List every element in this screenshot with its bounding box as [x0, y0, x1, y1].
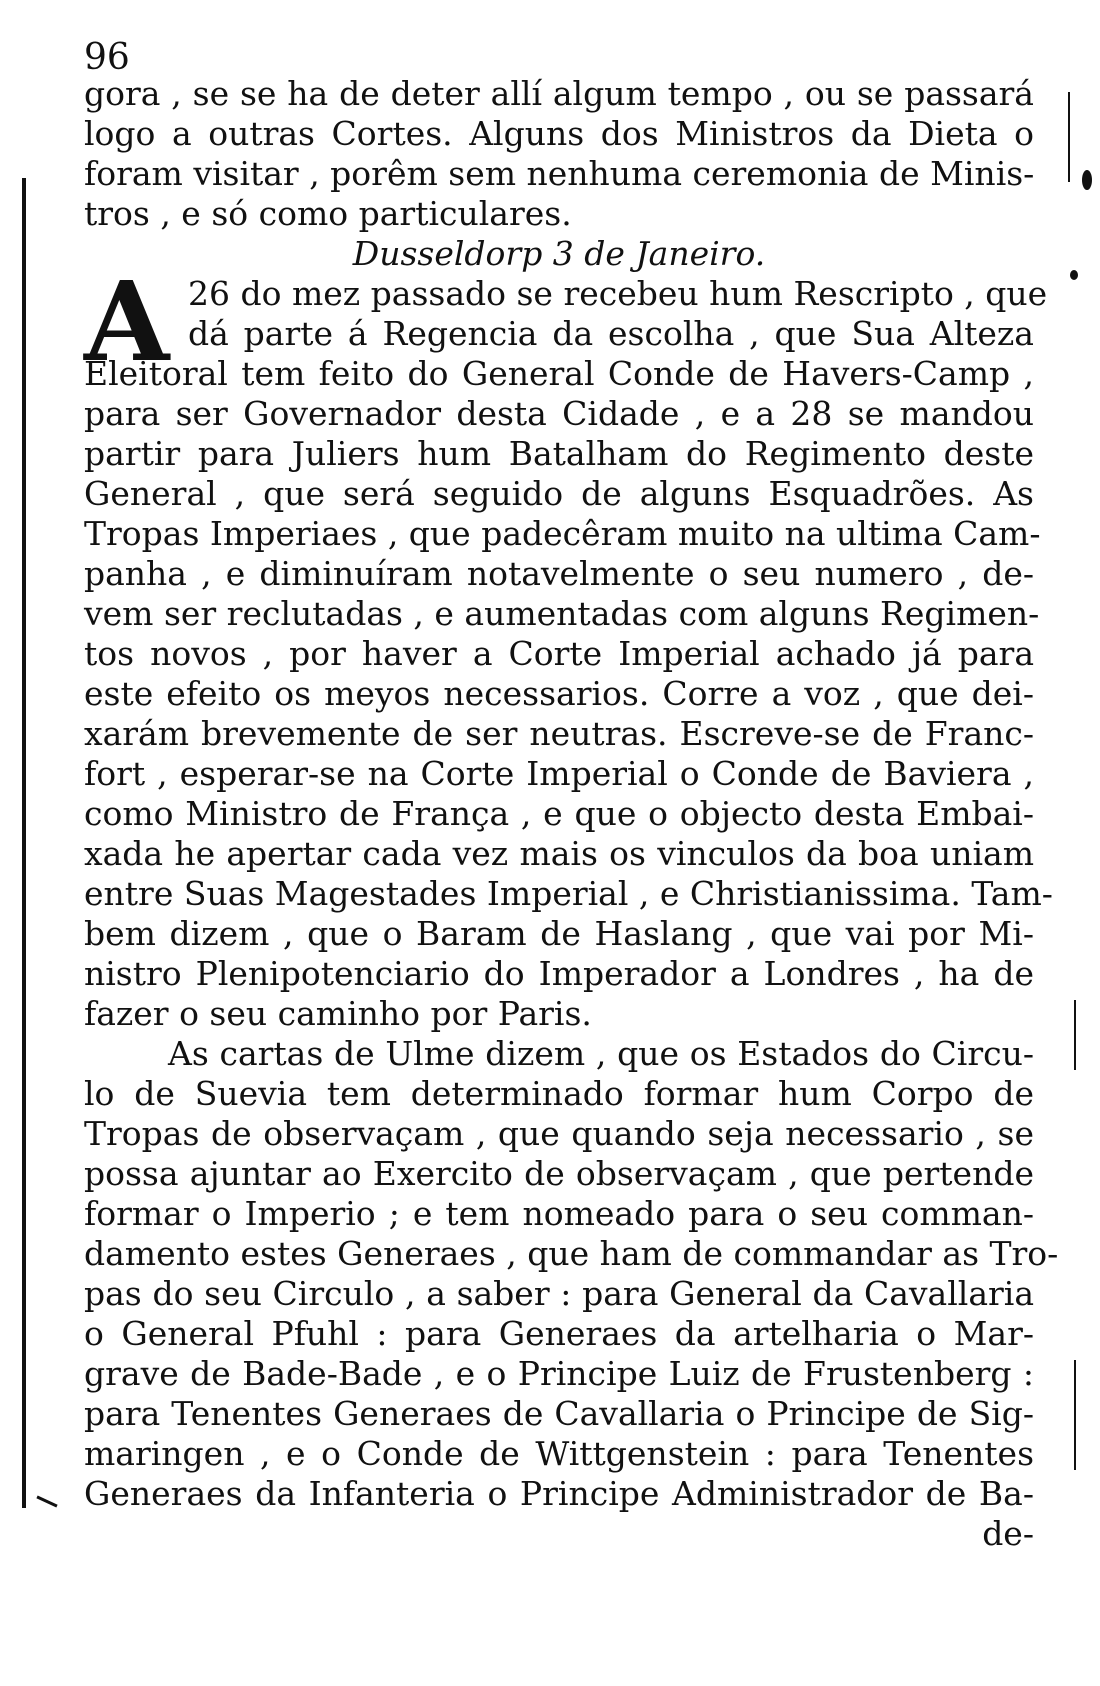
text-line: partir para Juliers hum Batalham do Regimento deste: [84, 434, 1034, 473]
text-line: dá parte á Regencia da escolha , que Sua Alteza: [188, 314, 1034, 353]
text-line: panha , e diminuíram notavelmente o seu numero , de-: [84, 554, 1034, 593]
text-line: este efeito os meyos necessarios. Corre a voz , que dei-: [84, 674, 1034, 713]
text-line: pas do seu Circulo , a saber : para General da Cavallaria: [84, 1274, 1034, 1313]
text-line: Tropas de observaçam , que quando seja necessario , se: [84, 1114, 1034, 1153]
text-line: Eleitoral tem feito do General Conde de Havers-Camp ,: [84, 354, 1034, 393]
text-line: General , que será seguido de alguns Esquadrões. As: [84, 474, 1034, 513]
text-line: formar o Imperio ; e tem nomeado para o seu comman-: [84, 1194, 1034, 1233]
text-line: fazer o seu caminho por Paris.: [84, 994, 592, 1033]
text-line: tros , e só como particulares.: [84, 194, 572, 233]
text-line: entre Suas Magestades Imperial , e Christianissima. Tam-: [84, 874, 1053, 913]
text-line: fort , esperar-se na Corte Imperial o Conde de Baviera ,: [84, 754, 1034, 793]
right-margin-rule: [1068, 92, 1070, 182]
drop-cap: A: [84, 257, 170, 386]
page-number: 96: [84, 37, 130, 78]
text-block: [84, 74, 1059, 1554]
text-line: nistro Plenipotenciario do Imperador a Londres , ha de: [84, 954, 1034, 993]
text-line: gora , se se ha de deter allí algum tempo , ou se passará: [84, 74, 1034, 113]
text-line: Tropas Imperiaes , que padecêram muito na ultima Cam-: [84, 514, 1041, 553]
right-margin-rule-lower: [1074, 1000, 1076, 1070]
text-line: xada he apertar cada vez mais os vinculos da boa uniam: [84, 834, 1034, 873]
text-line: foram visitar , porêm sem nenhuma ceremonia de Minis-: [84, 154, 1035, 193]
text-line: damento estes Generaes , que ham de commandar as Tro-: [84, 1234, 1059, 1273]
text-line: para ser Governador desta Cidade , e a 28 se mandou: [84, 394, 1034, 433]
ink-mark: [36, 1495, 57, 1507]
text-line: Generaes da Infanteria o Principe Administrador de Ba-: [84, 1474, 1034, 1513]
left-margin-rule: [22, 178, 26, 1508]
catchword: de-: [982, 1514, 1034, 1553]
text-line: tos novos , por haver a Corte Imperial achado já para: [84, 634, 1034, 673]
text-line: 26 do mez passado se recebeu hum Rescripto , que: [188, 274, 1048, 313]
text-line: para Tenentes Generaes de Cavallaria o Principe de Sig-: [84, 1394, 1034, 1433]
dateline: Dusseldorp 3 de Janeiro.: [352, 234, 766, 273]
right-margin-rule-bottom: [1074, 1360, 1076, 1470]
text-line: grave de Bade-Bade , e o Principe Luiz de Frustenberg :: [84, 1354, 1034, 1393]
text-line: como Ministro de França , e que o objecto desta Embai-: [84, 794, 1034, 833]
text-line: As cartas de Ulme dizem , que os Estados do Circu-: [168, 1034, 1034, 1073]
text-line: logo a outras Cortes. Alguns dos Ministros da Dieta o: [84, 114, 1034, 153]
text-line: o General Pfuhl : para Generaes da artelharia o Mar-: [84, 1314, 1034, 1353]
text-line: lo de Suevia tem determinado formar hum Corpo de: [84, 1074, 1034, 1113]
text-line: possa ajuntar ao Exercito de observaçam , que pertende: [84, 1154, 1034, 1193]
text-line: xarám brevemente de ser neutras. Escreve-se de Franc-: [84, 714, 1034, 753]
text-line: maringen , e o Conde de Wittgenstein : para Tenentes: [84, 1434, 1034, 1473]
text-line: bem dizem , que o Baram de Haslang , que vai por Mi-: [84, 914, 1034, 953]
text-line: vem ser reclutadas , e aumentadas com alguns Regimen-: [84, 594, 1040, 633]
ink-speck: [1070, 270, 1078, 280]
ink-speck: [1082, 170, 1092, 190]
